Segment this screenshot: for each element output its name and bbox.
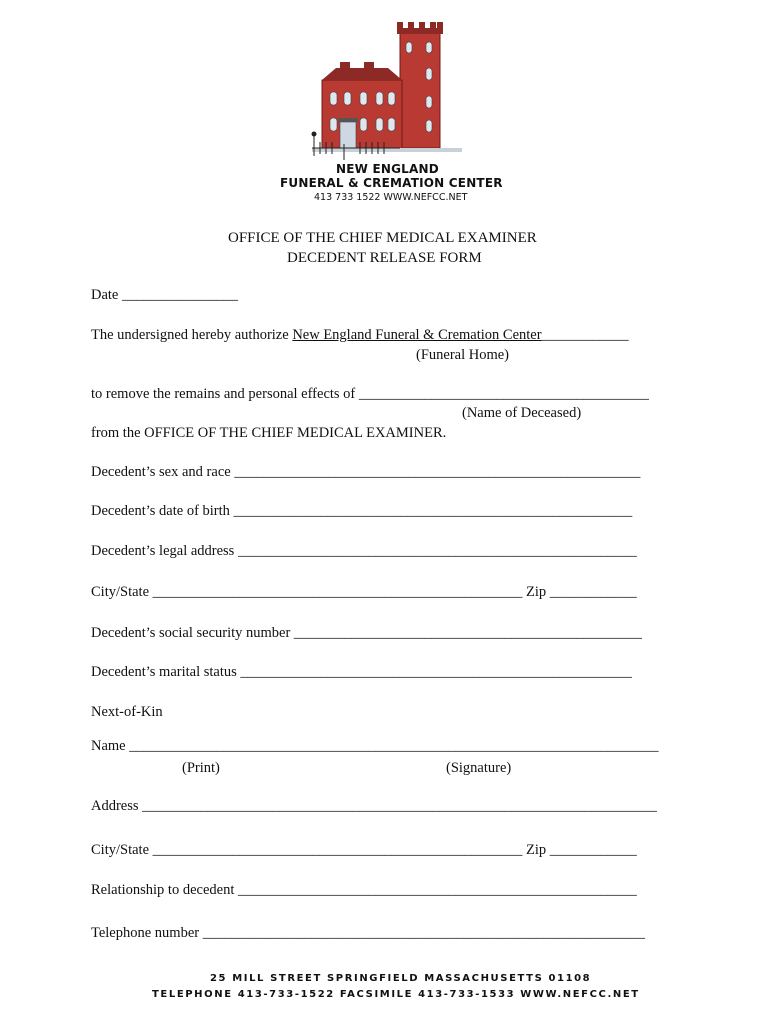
deceased-name-field[interactable]: to remove the remains and personal effects of ________________________________________ — [91, 386, 649, 402]
deceased-name-caption: (Name of Deceased) — [462, 405, 582, 421]
relationship-field[interactable]: Relationship to decedent _______________________________________________________ — [91, 882, 637, 898]
date-of-birth-field[interactable]: Decedent’s date of birth _______________________________________________________ — [91, 503, 633, 519]
funeral-home-building-logo — [300, 18, 472, 160]
authorize-line — [91, 327, 629, 344]
legal-address-field[interactable]: Decedent’s legal address _______________________________________________________ — [91, 543, 637, 559]
from-office-text: from the OFFICE OF THE CHIEF MEDICAL EXAMINER. — [91, 425, 447, 441]
footer-address: 25 MILL STREET SPRINGFIELD MASSACHUSETTS 01108 — [210, 973, 592, 984]
marital-status-field[interactable]: Decedent’s marital status ______________________________________________________ — [91, 664, 632, 680]
kin-name-field[interactable]: Name _________________________________________________________________________ — [91, 738, 659, 754]
city-state-zip-field-2[interactable]: City/State ___________________________________________________ Zip ____________ — [91, 842, 637, 858]
city-state-zip-field-1[interactable]: City/State ___________________________________________________ Zip ____________ — [91, 584, 637, 600]
form-title-line1: OFFICE OF THE CHIEF MEDICAL EXAMINER — [228, 230, 537, 246]
next-of-kin-heading: Next-of-Kin — [91, 704, 163, 720]
kin-address-field[interactable]: Address _______________________________________________________________________ — [91, 798, 657, 814]
date-field[interactable]: Date ________________ — [91, 287, 238, 303]
funeral-home-caption: (Funeral Home) — [416, 347, 510, 363]
authorize-prefix: The undersigned hereby authorize — [91, 327, 289, 343]
sex-race-field[interactable]: Decedent’s sex and race ________________________________________________________ — [91, 464, 641, 480]
ssn-field[interactable]: Decedent’s social security number ________________________________________________ — [91, 625, 642, 641]
org-name-line1: NEW ENGLAND — [336, 162, 439, 176]
form-title-line2: DECEDENT RELEASE FORM — [287, 250, 482, 266]
signature-caption: (Signature) — [446, 760, 512, 776]
org-name-line2: FUNERAL & CREMATION CENTER — [280, 176, 503, 190]
print-caption: (Print) — [182, 760, 220, 776]
footer-contact: TELEPHONE 413-733-1522 FACSIMILE 413-733-1533 WWW.NEFCC.NET — [152, 989, 640, 1000]
funeral-home-field-tail: ____________ — [541, 327, 629, 343]
funeral-home-field[interactable]: New England Funeral & Cremation Center — [292, 327, 542, 343]
telephone-field[interactable]: Telephone number _____________________________________________________________ — [91, 925, 645, 941]
org-contact-line: 413 733 1522 WWW.NEFCC.NET — [314, 192, 468, 203]
